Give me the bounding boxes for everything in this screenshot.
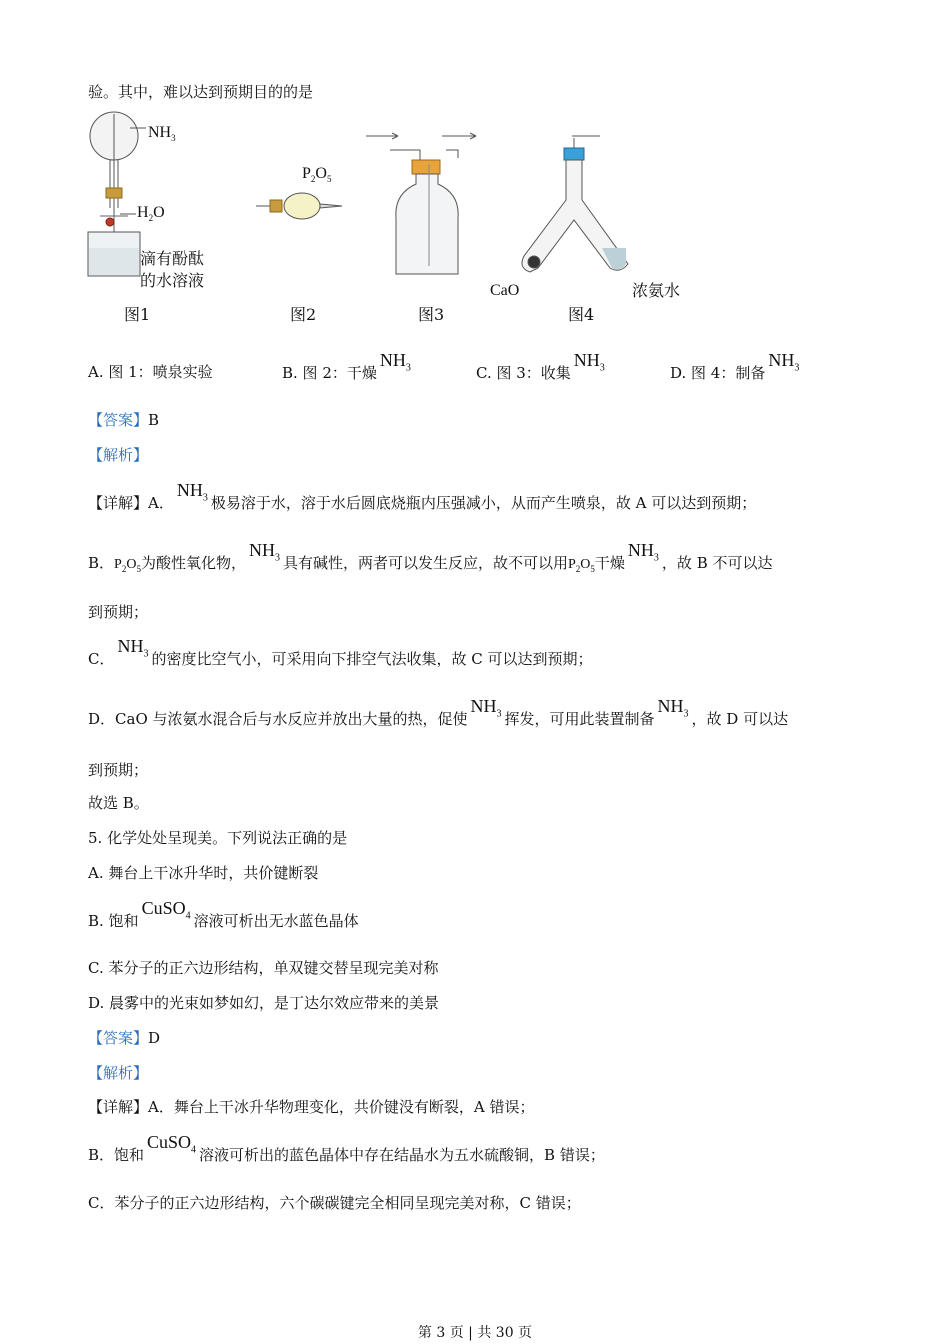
fig2-caption: 图2: [290, 305, 317, 324]
fig2-p2o5-label: $P_2O_5$: [302, 165, 332, 185]
fig1-nh3-label: $NH_3$: [148, 124, 176, 144]
q5-detail-a: 【详解】A．舞台上干冰升华物理变化，共价键没有断裂，A 错误；: [88, 1098, 535, 1116]
fig3-gas-bottle: [366, 133, 476, 274]
fig1-solution-label-1: 滴有酚酞: [140, 249, 205, 268]
fig4-ammonia-label: 浓氨水: [632, 281, 681, 300]
q5-detail-b: B．饱和CuSO$_4$ 溶液可析出的蓝色晶体中存在结晶水为五水硫酸铜，B 错误；: [88, 1132, 605, 1164]
fig1-apparatus: [88, 112, 146, 276]
q5-detail-c: C．苯分子的正六边形结构，六个碳碳键完全相同呈现完美对称，C 错误；: [88, 1194, 581, 1212]
q4-answer: 【答案】B: [88, 411, 160, 429]
q4-analysis-label: 【解析】: [88, 446, 149, 464]
q4-detail-c: C．$NH_3$ 的密度比空气小，可采用向下排空气法收集，故 C 可以达到预期；: [88, 636, 593, 668]
q4-option-d: D. 图 4：制备$NH_3$: [670, 350, 800, 382]
fig3-caption: 图3: [418, 305, 445, 324]
fig4-caption: 图4: [568, 305, 595, 324]
q5-stem: 5. 化学处处呈现美。下列说法正确的是: [88, 829, 348, 847]
intro-text: 验。其中，难以达到预期目的的是: [88, 83, 314, 101]
q4-conclusion: 故选 B。: [88, 794, 149, 812]
q4-detail-b: B．$P_2O_5$为酸性氧化物，$NH_3$ 具有碱性，两者可以发生反应，故不可以用$P_2O_5$干燥$NH_3$ ，故 B 不可以达: [88, 540, 773, 574]
fig1-caption: 图1: [124, 305, 151, 324]
q4-detail-d-cont: 到预期；: [88, 761, 149, 779]
q5-option-d: D. 晨雾中的光束如梦如幻，是丁达尔效应带来的美景: [88, 994, 440, 1012]
fig4-y-tube: [522, 136, 628, 272]
q4-option-a: A. 图 1：喷泉实验: [88, 363, 213, 381]
fig4-cao-label: CaO: [490, 282, 520, 299]
q5-analysis-label: 【解析】: [88, 1064, 149, 1082]
fig2-drying-tube: [256, 193, 342, 219]
q5-option-c: C. 苯分子的正六边形结构，单双键交替呈现完美对称: [88, 959, 439, 977]
fig1-solution-label-2: 的水溶液: [140, 271, 205, 290]
q5-answer: 【答案】D: [88, 1029, 161, 1047]
fig1-h2o-label: $H_2O$: [137, 204, 165, 224]
page-footer: 第 3 页 | 共 30 页: [417, 1325, 533, 1341]
q4-detail-a: 【详解】A．$NH_3$ 极易溶于水，溶于水后圆底烧瓶内压强减小，从而产生喷泉，故 A 可以达到预期；: [88, 480, 757, 512]
q4-detail-d: D．CaO 与浓氨水混合后与水反应并放出大量的热，促使$NH_3$ 挥发，可用此装置制备$NH_3$ ，故 D 可以达: [88, 696, 789, 728]
q4-detail-b-cont: 到预期；: [88, 603, 149, 621]
q5-option-b: B. 饱和CuSO$_4$ 溶液可析出无水蓝色晶体: [88, 898, 359, 930]
q4-option-c: C. 图 3：收集$NH_3$: [476, 350, 605, 382]
q5-option-a: A. 舞台上干冰升华时，共价键断裂: [88, 864, 319, 882]
q4-option-b: B. 图 2：干燥$NH_3$: [282, 350, 411, 382]
